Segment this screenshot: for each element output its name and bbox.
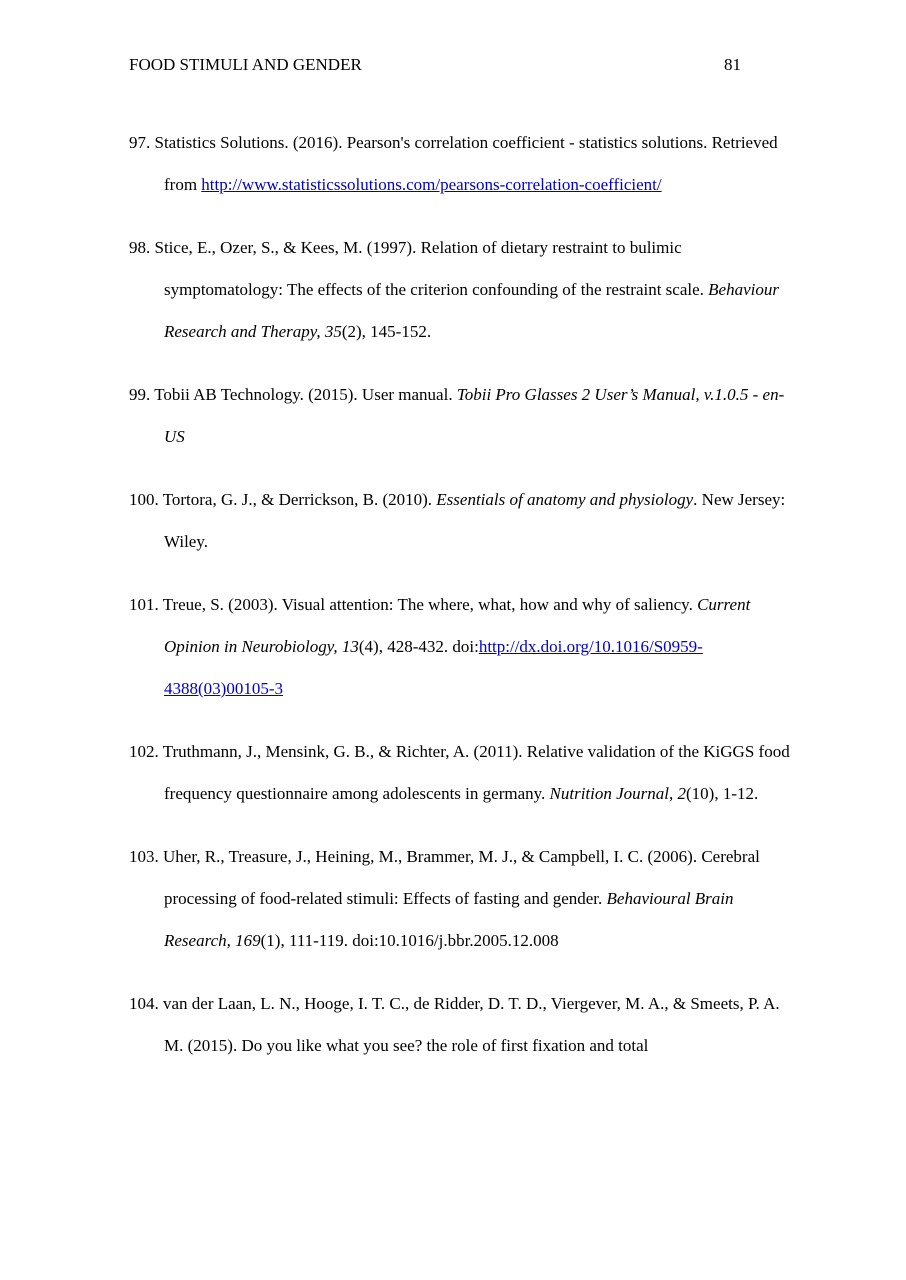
reference-text: (1), 111-119. doi:10.1016/j.bbr.2005.12.008	[260, 931, 559, 950]
reference-text: (2), 145-152.	[341, 322, 432, 341]
reference-text: 97. Statistics Solutions. (2016). Pearson's correlation coefficient - statistics solutions. Retrieved from	[129, 133, 778, 194]
reference-entry	[129, 836, 794, 962]
reference-text: 102. Truthmann, J., Mensink, G. B., & Richter, A. (2011). Relative validation of the KiGGS food frequency questionnaire among adolescents in germany.	[129, 742, 790, 803]
page-header	[129, 55, 741, 75]
reference-text: 98. Stice, E., Ozer, S., & Kees, M. (1997). Relation of dietary restraint to bulimic symptomatology: The effects of the criterion confounding of the restraint scale.	[129, 238, 709, 299]
reference-entry	[129, 479, 794, 563]
reference-link[interactable]: http://www.statisticssolutions.com/pearsons-correlation-coefficient/	[201, 175, 662, 194]
reference-entry	[129, 983, 794, 1067]
reference-list	[129, 122, 794, 1088]
reference-source: Behavioural Brain Research, 169	[164, 889, 734, 950]
reference-text: (4), 428-432. doi:	[358, 637, 479, 656]
reference-text: 104. van der Laan, L. N., Hooge, I. T. C., de Ridder, D. T. D., Viergever, M. A., & Smeets, P. A. M. (2015). Do you like what you see? the role of first fixation and total	[129, 994, 780, 1055]
reference-source: Nutrition Journal, 2	[549, 784, 686, 803]
reference-source: Behaviour Research and Therapy, 35	[164, 280, 779, 341]
reference-entry	[129, 227, 794, 353]
reference-text: 101. Treue, S. (2003). Visual attention: The where, what, how and why of saliency.	[129, 595, 698, 614]
reference-entry	[129, 731, 794, 815]
reference-entry	[129, 374, 794, 458]
reference-text: . New Jersey: Wiley.	[164, 490, 786, 551]
reference-text: 103. Uher, R., Treasure, J., Heining, M., Brammer, M. J., & Campbell, I. C. (2006). Cerebral processing of food-related stimuli: Effects of fasting and gender.	[129, 847, 760, 908]
reference-text: (10), 1-12.	[686, 784, 759, 803]
reference-entry	[129, 122, 794, 206]
reference-source: Essentials of anatomy and physiology	[436, 490, 694, 509]
reference-source: Current Opinion in Neurobiology, 13	[164, 595, 751, 656]
reference-entry	[129, 584, 794, 710]
reference-text: 99. Tobii AB Technology. (2015). User manual.	[129, 385, 457, 404]
reference-text: 100. Tortora, G. J., & Derrickson, B. (2010).	[129, 490, 437, 509]
running-head: FOOD STIMULI AND GENDER	[129, 55, 362, 74]
reference-link[interactable]: http://dx.doi.org/10.1016/S0959-4388(03)00105-3	[164, 637, 703, 698]
reference-source: Tobii Pro Glasses 2 User’s Manual, v.1.0.5 - en-US	[164, 385, 785, 446]
page-number: 81	[724, 55, 741, 74]
